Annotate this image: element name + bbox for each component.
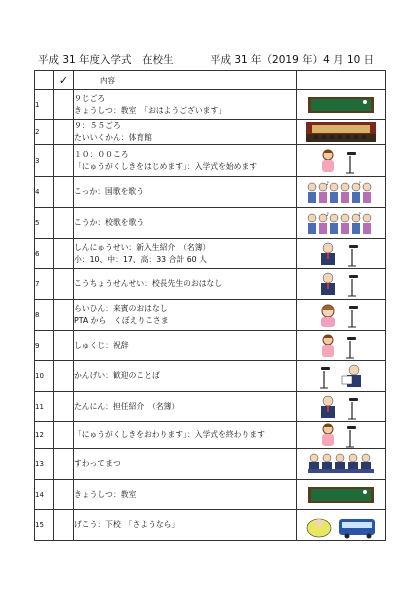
gymnasium-icon	[297, 120, 386, 145]
row-number: 13	[35, 449, 54, 480]
content-line: かんげい：歓迎のことば	[74, 371, 160, 380]
content-line: しんにゅうせい：新入生紹介 （名簿）	[74, 242, 211, 252]
content-line: １０：００ころ	[74, 149, 129, 159]
content-cell	[74, 300, 297, 331]
check-header: ✓	[54, 71, 74, 90]
content-line: 小：10、中：17、高：33 合計 60 人	[74, 254, 207, 264]
presenter-microphone-icon	[297, 422, 386, 449]
table-row	[35, 90, 386, 120]
row-number: 10	[35, 361, 54, 392]
content-cell	[74, 449, 297, 480]
schedule-table	[34, 70, 386, 541]
choir-icon	[297, 177, 386, 208]
number-header	[35, 71, 54, 90]
content-line: きょうしつ：教室	[74, 489, 137, 499]
row-number: 6	[35, 239, 54, 269]
content-line: PTA から くぼえりこさま	[74, 316, 169, 325]
document-header	[38, 52, 388, 66]
table-row	[35, 510, 386, 541]
content-line: 「にゅうがくしきをおわります」：入学式を終わります	[74, 430, 265, 439]
table-row	[35, 145, 386, 177]
guest-microphone-icon	[297, 300, 386, 331]
content-line: たいいくかん：体育館	[74, 133, 152, 142]
row-number: 4	[35, 177, 54, 208]
content-line: こうか：校歌を歌う	[74, 218, 145, 227]
svg-text:♪: ♪	[358, 181, 362, 187]
row-number: 3	[35, 145, 54, 177]
picture-header	[297, 71, 386, 90]
content-line: ９：５５ごろ	[74, 121, 121, 130]
choir-icon	[297, 208, 386, 239]
svg-text:♪: ♪	[358, 212, 362, 218]
content-cell	[74, 510, 297, 541]
check-cell[interactable]	[54, 422, 74, 449]
check-cell[interactable]	[54, 331, 74, 361]
speaker-microphone-icon	[297, 392, 386, 422]
content-header: 内容	[74, 71, 297, 90]
presenter-microphone-icon	[297, 145, 386, 177]
table-row	[35, 361, 386, 392]
blackboard-icon	[297, 480, 386, 510]
content-line: たんにん：担任紹介 （名簿）	[74, 401, 180, 411]
seated-students-icon	[297, 449, 386, 480]
content-cell	[74, 480, 297, 510]
content-line: げこう：下校 「さようなら」	[74, 520, 180, 529]
row-number: 12	[35, 422, 54, 449]
row-number: 2	[35, 120, 54, 145]
ceremony-date: 平成 31 年（2019 年）4 月 10 日	[210, 54, 375, 66]
content-cell	[74, 361, 297, 392]
content-cell	[74, 239, 297, 269]
check-cell[interactable]	[54, 300, 74, 331]
row-number: 1	[35, 90, 54, 120]
table-row	[35, 480, 386, 510]
check-cell[interactable]	[54, 361, 74, 392]
check-cell[interactable]	[54, 120, 74, 145]
check-cell[interactable]	[54, 145, 74, 177]
table-header-row	[35, 71, 386, 90]
check-cell[interactable]	[54, 208, 74, 239]
row-number: 7	[35, 269, 54, 300]
table-row	[35, 239, 386, 269]
content-line: きょうしつ：教室 「おはようございます」	[74, 105, 227, 115]
table-row	[35, 269, 386, 300]
row-number: 11	[35, 392, 54, 422]
content-line: ９じごろ	[74, 93, 106, 103]
row-number: 8	[35, 300, 54, 331]
table-row	[35, 300, 386, 331]
content-line: 「にゅうがくしきをはじめます」：入学式を始めます	[74, 161, 258, 171]
row-number: 9	[35, 331, 54, 361]
blackboard-icon	[297, 90, 386, 120]
presenter-microphone-icon	[297, 331, 386, 361]
content-cell	[74, 422, 297, 449]
row-number: 14	[35, 480, 54, 510]
speaker-microphone-icon	[297, 239, 386, 269]
content-cell	[74, 208, 297, 239]
table-row	[35, 422, 386, 449]
row-number: 5	[35, 208, 54, 239]
table-row	[35, 177, 386, 208]
check-cell[interactable]	[54, 392, 74, 422]
bus-icon	[297, 510, 386, 541]
content-line: こうちょうせんせい：校長先生のおはなし	[74, 279, 223, 288]
check-cell[interactable]	[54, 480, 74, 510]
content-line: すわってまつ	[74, 459, 121, 468]
check-cell[interactable]	[54, 239, 74, 269]
content-line: しゅくじ：祝辞	[74, 340, 129, 350]
check-cell[interactable]	[54, 269, 74, 300]
svg-text:♪: ♪	[326, 212, 330, 218]
check-cell[interactable]	[54, 90, 74, 120]
table-row	[35, 392, 386, 422]
table-row	[35, 208, 386, 239]
ceremony-title: 平成 31 年度入学式 在校生	[38, 54, 174, 66]
content-cell	[74, 177, 297, 208]
check-cell[interactable]	[54, 510, 74, 541]
content-cell	[74, 269, 297, 300]
table-row	[35, 331, 386, 361]
speaker-microphone-icon	[297, 269, 386, 300]
row-number: 15	[35, 510, 54, 541]
svg-text:♪: ♪	[326, 181, 330, 187]
content-line: こっか：国歌を歌う	[74, 187, 145, 196]
content-cell	[74, 90, 297, 120]
student-speech-icon	[297, 361, 386, 392]
table-row	[35, 449, 386, 480]
content-cell	[74, 120, 297, 145]
content-cell	[74, 392, 297, 422]
check-cell[interactable]	[54, 449, 74, 480]
check-cell[interactable]	[54, 177, 74, 208]
table-row	[35, 120, 386, 145]
content-line: らいひん：来賓のおはなし	[74, 304, 168, 313]
content-cell	[74, 331, 297, 361]
content-cell	[74, 145, 297, 177]
